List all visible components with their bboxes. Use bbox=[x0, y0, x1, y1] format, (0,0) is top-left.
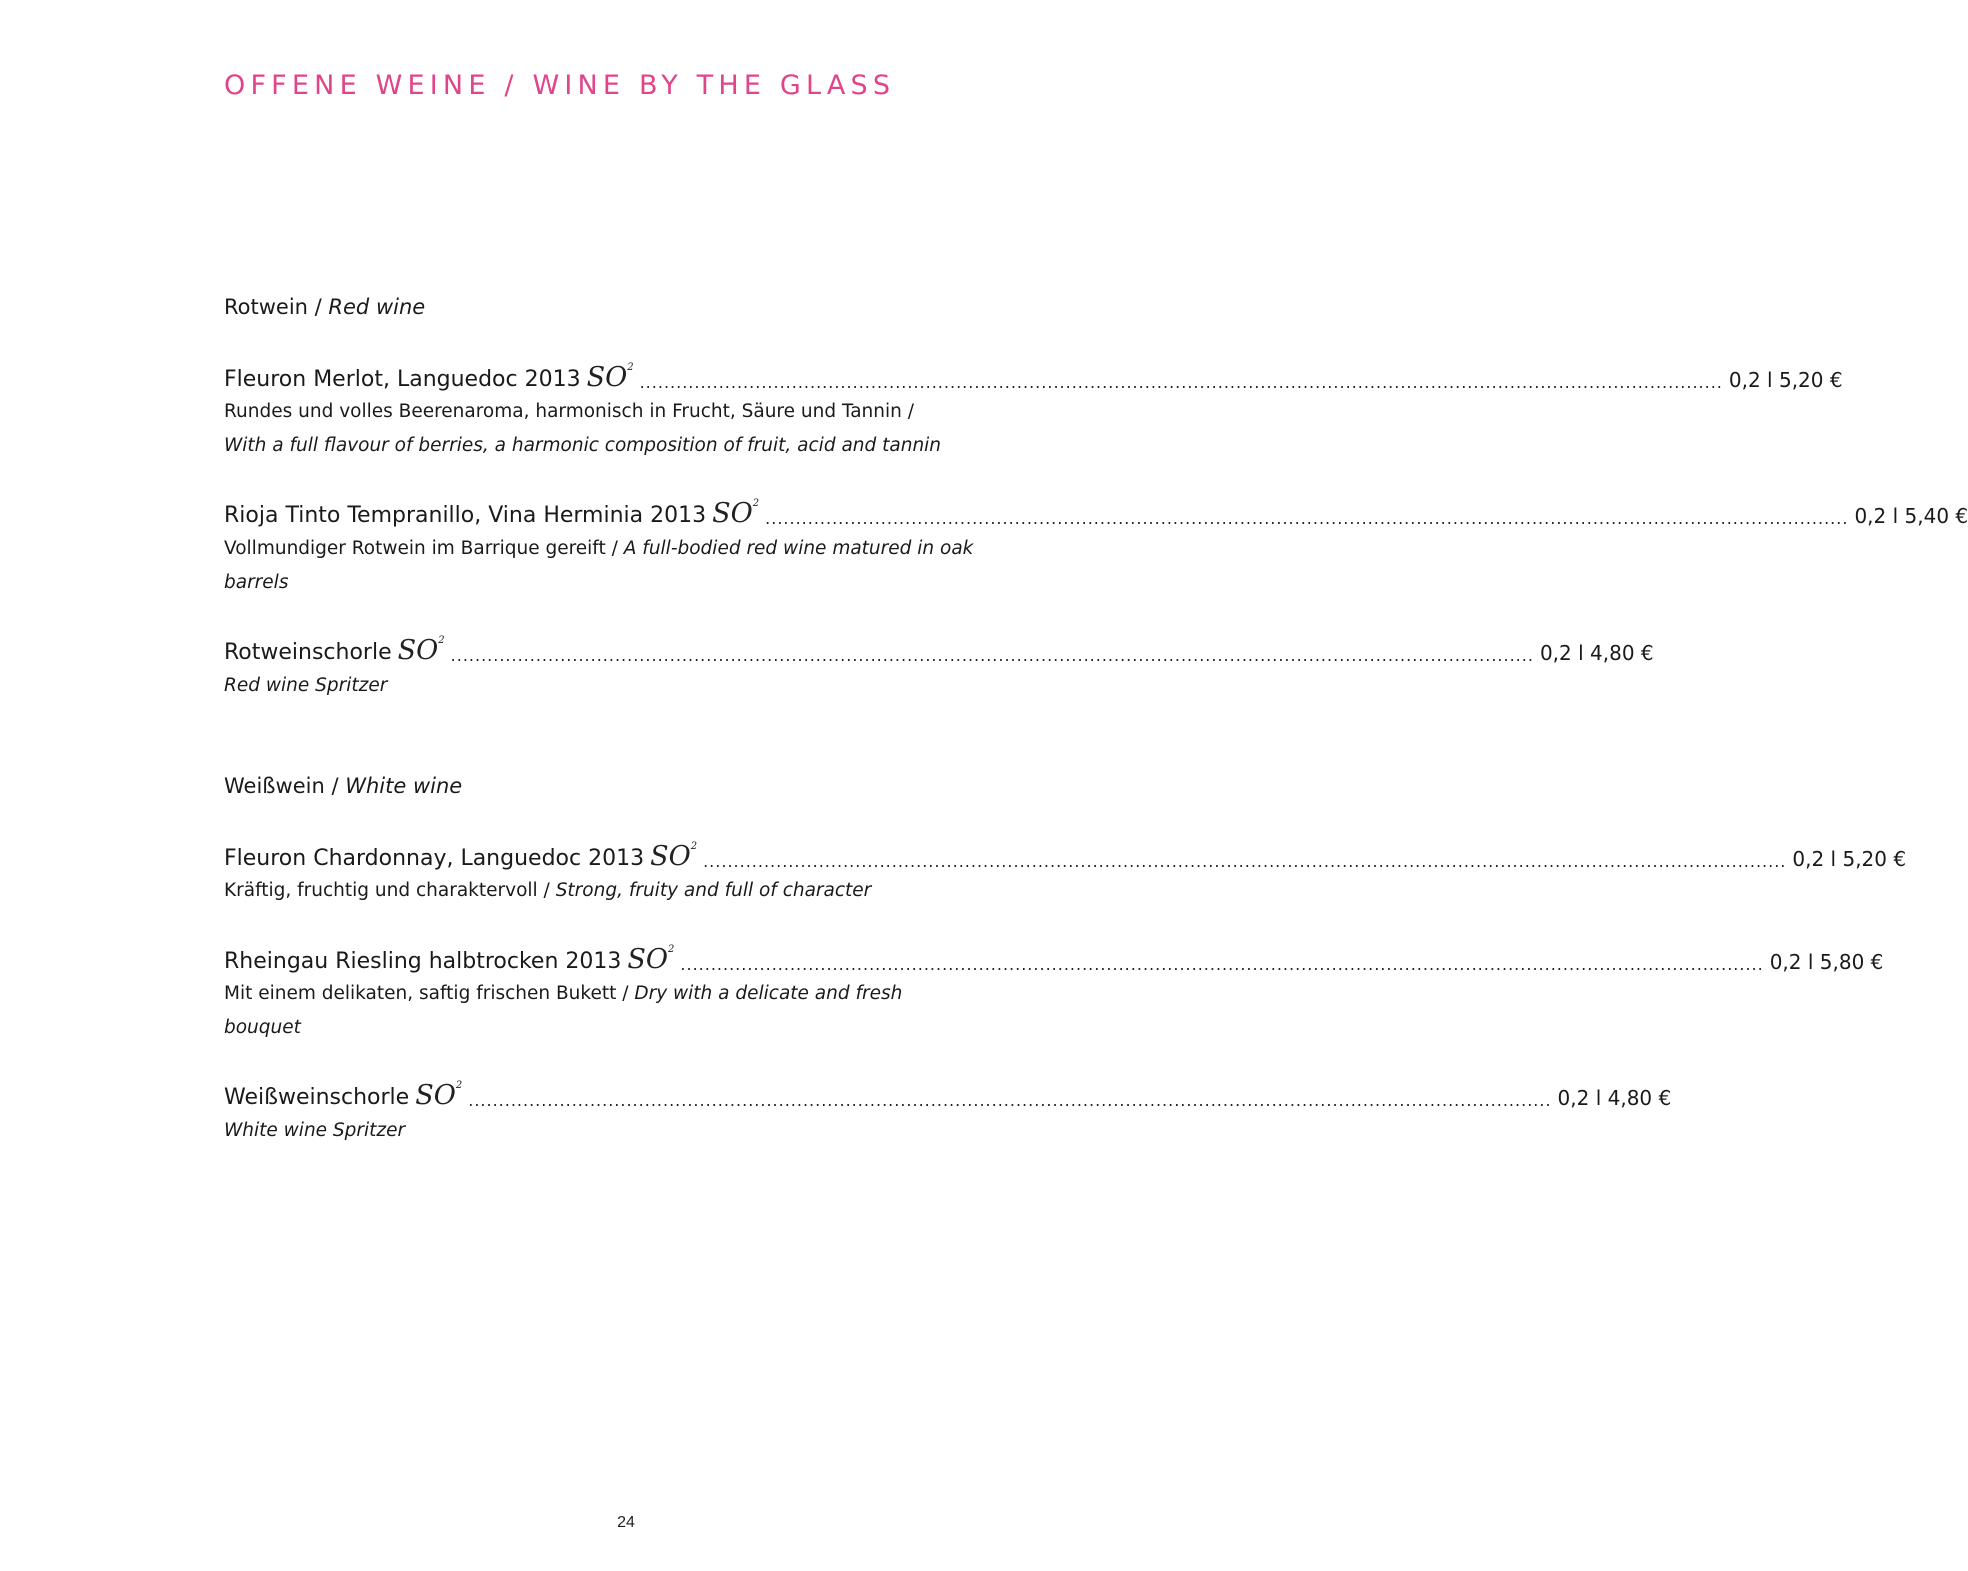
wine-item-rotweinschorle bbox=[224, 627, 1654, 667]
wine-description-de: Vollmundiger Rotwein im Barrique gereift / bbox=[224, 538, 618, 559]
section-title-de: Rotwein bbox=[224, 295, 308, 319]
dot-leader: .................................................................................................................................................................................. bbox=[680, 955, 1764, 974]
wine-price: 0,2 l 4,80 € bbox=[1539, 641, 1654, 665]
wine-price: 0,2 l 5,80 € bbox=[1769, 950, 1884, 974]
wine-item-fleuron-chardonnay bbox=[224, 833, 1907, 873]
wine-item-rioja-tinto bbox=[224, 490, 1968, 530]
wine-price: 0,2 l 5,20 € bbox=[1792, 847, 1907, 871]
so2-sulfite-icon: $SO^2$ bbox=[586, 362, 634, 393]
wine-description bbox=[224, 874, 1044, 908]
dot-leader: .................................................................................................................................................................................. bbox=[468, 1091, 1552, 1110]
wine-name: Weißweinschorle bbox=[224, 1085, 410, 1110]
wine-price: 0,2 l 5,20 € bbox=[1728, 368, 1843, 392]
wine-price: 0,2 l 5,40 € bbox=[1854, 504, 1968, 528]
so2-sulfite-icon: $SO^2$ bbox=[650, 841, 698, 872]
page-number: 24 bbox=[617, 1514, 635, 1531]
dot-leader: .................................................................................................................................................................................. bbox=[703, 852, 1787, 871]
wine-description bbox=[224, 1114, 1044, 1148]
wine-price: 0,2 l 4,80 € bbox=[1557, 1086, 1672, 1110]
wine-description bbox=[224, 669, 1044, 703]
so2-sulfite-icon: $SO^2$ bbox=[627, 944, 675, 975]
wine-description-en: Red wine Spritzer bbox=[224, 675, 388, 696]
section-title-white-wine: Weißwein / White wine bbox=[224, 774, 463, 798]
section-title-en: Red wine bbox=[328, 295, 426, 319]
page-title: OFFENE WEINE / WINE BY THE GLASS bbox=[224, 70, 896, 101]
wine-description-de: Kräftig, fruchtig und charaktervoll / bbox=[224, 880, 550, 901]
dot-leader: .................................................................................................................................................................................. bbox=[450, 646, 1534, 665]
wine-description-en: White wine Spritzer bbox=[224, 1120, 406, 1141]
section-title-en: White wine bbox=[345, 774, 463, 798]
wine-description-en: With a full flavour of berries, a harmonic composition of fruit, acid and tannin bbox=[224, 435, 942, 456]
so2-sulfite-icon: $SO^2$ bbox=[415, 1080, 463, 1111]
so2-sulfite-icon: $SO^2$ bbox=[397, 635, 445, 666]
wine-name: Rotweinschorle bbox=[224, 640, 392, 665]
wine-description-de: Mit einem delikaten, saftig frischen Bukett / bbox=[224, 983, 629, 1004]
wine-item-fleuron-merlot bbox=[224, 354, 1843, 394]
wine-description-en: Strong, fruity and full of character bbox=[555, 880, 872, 901]
wine-name: Fleuron Chardonnay, Languedoc 2013 bbox=[224, 846, 645, 871]
wine-description bbox=[224, 395, 1044, 463]
so2-sulfite-icon: $SO^2$ bbox=[712, 498, 760, 529]
wine-description-en: A full-bodied red wine matured in oak barrels bbox=[224, 538, 974, 593]
section-title-red-wine: Rotwein / Red wine bbox=[224, 295, 426, 319]
wine-item-rheingau-riesling bbox=[224, 936, 1884, 976]
wine-name: Fleuron Merlot, Languedoc 2013 bbox=[224, 367, 581, 392]
wine-description-en: Dry with a delicate and fresh bouquet bbox=[224, 983, 903, 1038]
wine-item-weissweinschorle bbox=[224, 1072, 1672, 1112]
wine-description-de: Rundes und volles Beerenaroma, harmonisch in Frucht, Säure und Tannin / bbox=[224, 401, 914, 422]
wine-name: Rheingau Riesling halbtrocken 2013 bbox=[224, 949, 622, 974]
wine-description bbox=[224, 977, 904, 1045]
dot-leader: .................................................................................................................................................................................. bbox=[639, 373, 1723, 392]
wine-description bbox=[224, 532, 1034, 600]
dot-leader: .................................................................................................................................................................................. bbox=[765, 509, 1849, 528]
wine-name: Rioja Tinto Tempranillo, Vina Herminia 2013 bbox=[224, 503, 707, 528]
section-title-de: Weißwein bbox=[224, 774, 325, 798]
